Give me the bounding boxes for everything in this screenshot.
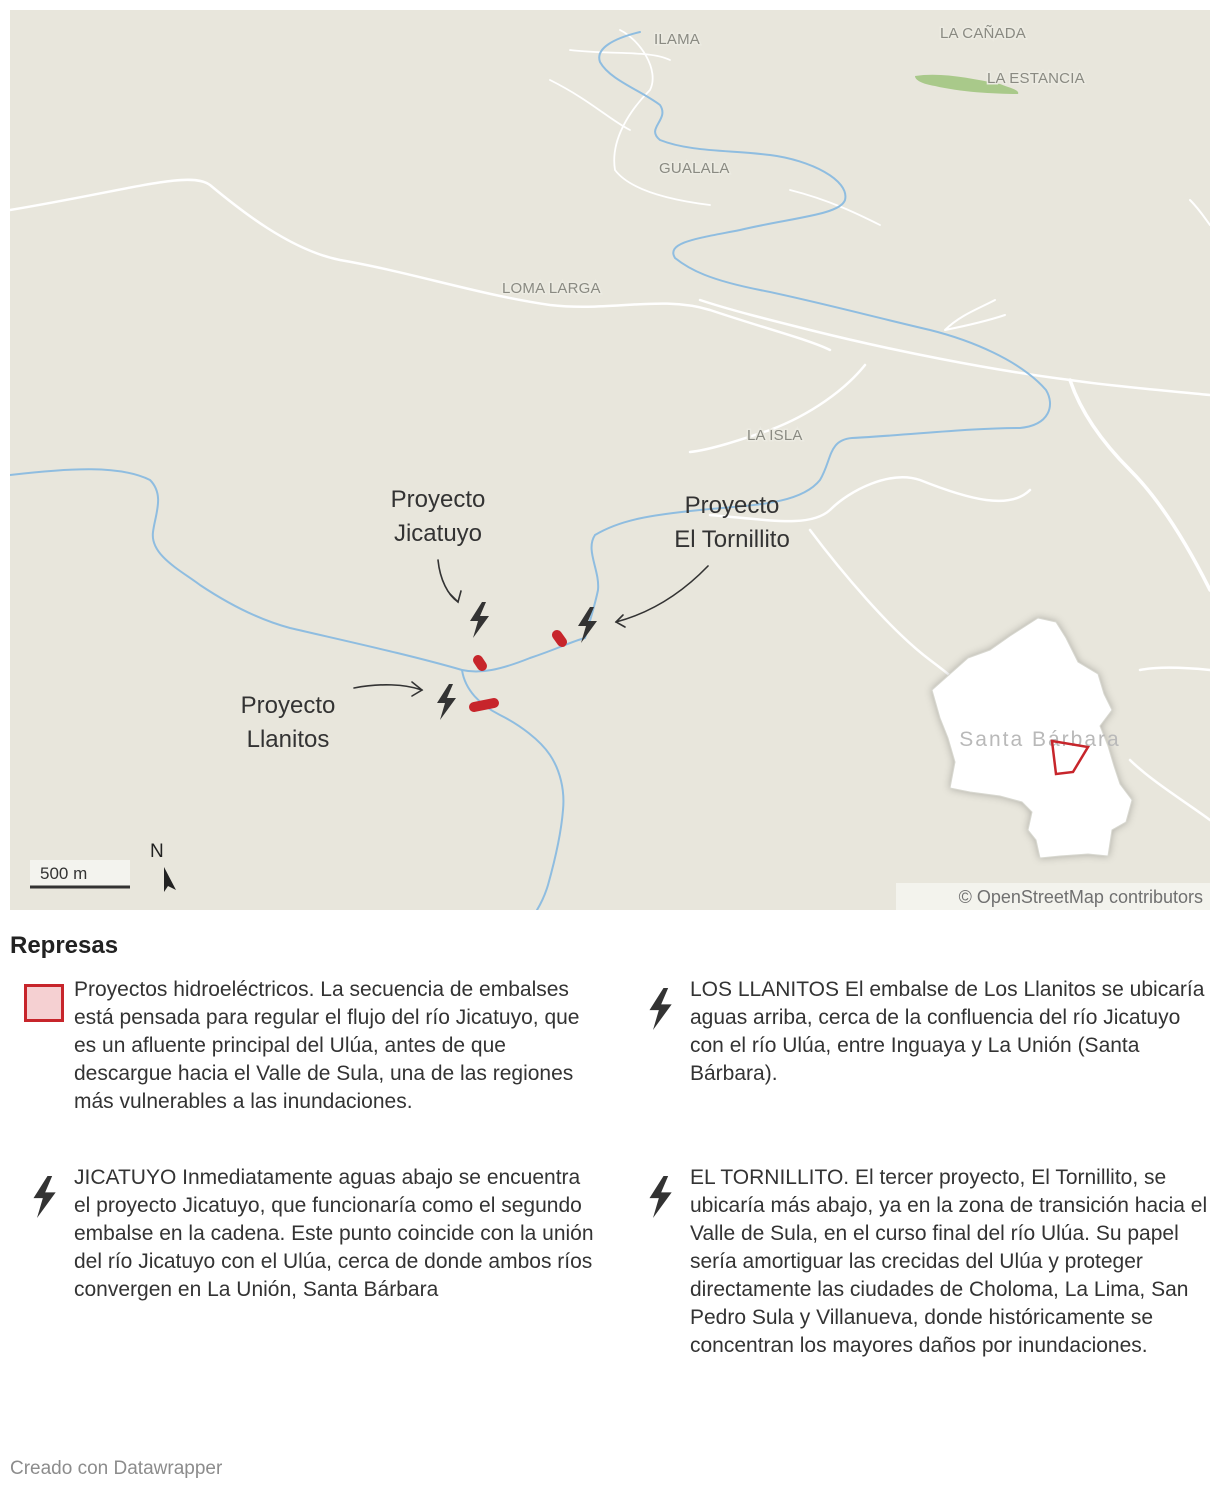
lightning-bolt-icon (30, 1176, 58, 1218)
lightning-bolt-icon (646, 1176, 674, 1218)
lightning-bolt-icon (646, 988, 674, 1030)
dam-swatch (24, 984, 64, 1022)
place-label-gualala: GUALALA (659, 160, 730, 177)
scale-bar (30, 860, 130, 887)
legend-text: EL TORNILLITO. El tercer proyecto, El Tornillito, se ubicaría más abajo, ya en la zona de transición hacia el Valle de Sula, en el curso final del río Ulúa. Su papel sería amortiguar las crecidas del Ulúa y proteger directamente las ciudades de Choloma, La Lima, San Pedro Sula y Villanueva, donde históricamente se concentran los mayores daños por inundaciones. (690, 1166, 1208, 1357)
map-canvas (10, 10, 1210, 910)
legend-text: JICATUYO Inmediatamente aguas abajo se encuentra el proyecto Jicatuyo, que funcionaría como el segundo embalse en la cadena. Este punto coincide con la unión del río Jicatuyo con el Ulúa, cerca de donde ambos ríos convergen en La Unión, Santa Bárbara (74, 1166, 594, 1301)
place-label-la-estancia: LA ESTANCIA (987, 70, 1085, 87)
scale-label: 500 m (40, 864, 88, 883)
dam-llanitos[interactable] (474, 703, 494, 707)
north-label: N (150, 841, 164, 862)
legend-title: Represas (10, 932, 119, 959)
place-label-loma-larga: LOMA LARGA (502, 280, 601, 297)
project-label-tornillito-line1: Proyecto (684, 492, 780, 519)
map-attribution[interactable]: © OpenStreetMap contributors (958, 887, 1203, 907)
project-label-jicatuyo-line1: Proyecto (390, 486, 486, 513)
project-label-jicatuyo-line2: Jicatuyo (393, 520, 483, 547)
project-label-tornillito-line2: El Tornillito (674, 526, 790, 553)
legend-item-jicatuyo (14, 1164, 594, 1304)
credit-link[interactable]: Creado con Datawrapper (10, 1458, 223, 1479)
inset-label: Santa Bárbara (959, 728, 1121, 751)
legend-item-el-tornillito (630, 1164, 1210, 1360)
project-label-llanitos-line2: Llanitos (246, 726, 330, 753)
dam-jicatuyo[interactable] (478, 660, 482, 666)
legend-text: Proyectos hidroeléctricos. La secuencia de embalses está pensada para regular el flujo del río Jicatuyo, que es un afluente principal del Ulúa, antes de que descargue hacia el Valle de Sula, una de las regiones más vulnerables a las inundaciones. (74, 978, 580, 1113)
legend-item-dams (14, 976, 594, 1116)
map[interactable] (10, 10, 1210, 910)
place-label-la-canada: LA CAÑADA (940, 25, 1026, 42)
place-label-ilama: ILAMA (654, 31, 701, 48)
legend-item-los-llanitos (630, 976, 1210, 1088)
project-label-llanitos-line1: Proyecto (240, 692, 336, 719)
place-label-la-isla: LA ISLA (747, 427, 803, 444)
legend-text: LOS LLANITOS El embalse de Los Llanitos se ubicaría aguas arriba, cerca de la confluencia del río Jicatuyo con el río Ulúa, entre Inguaya y La Unión (Santa Bárbara). (690, 978, 1205, 1085)
dam-tornillito[interactable] (557, 635, 562, 642)
